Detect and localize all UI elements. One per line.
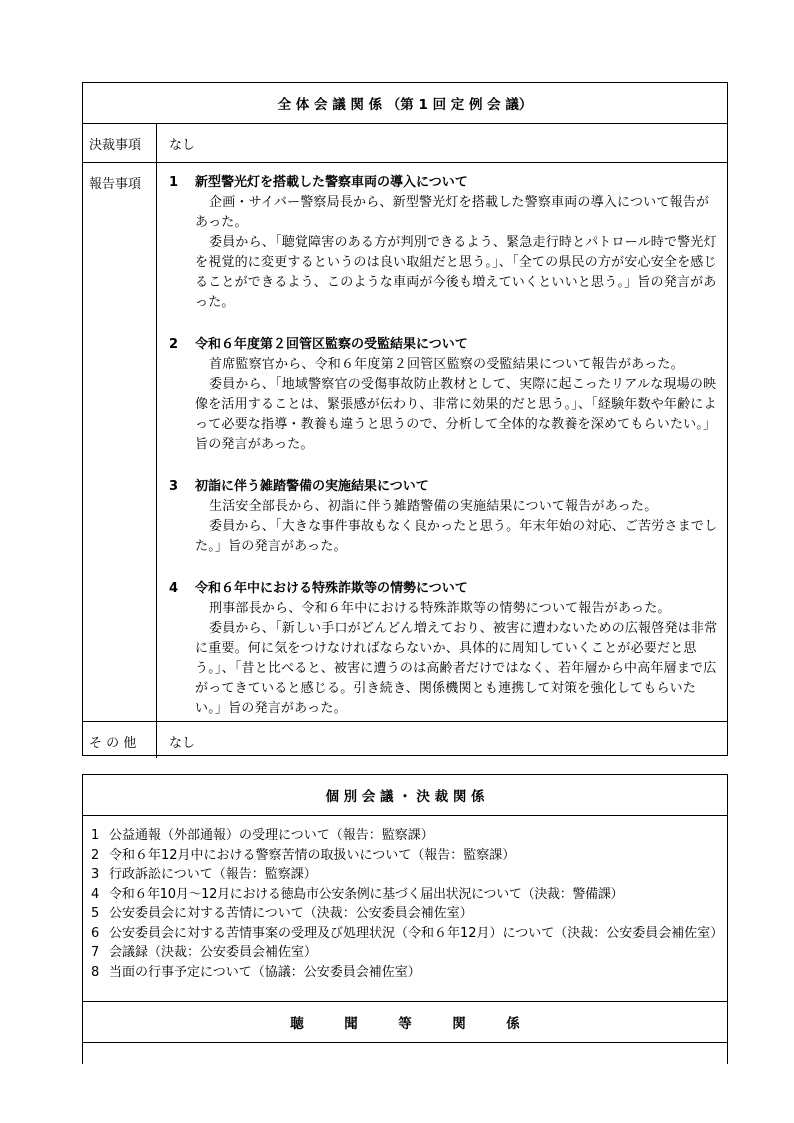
list-item-number: 1	[91, 828, 100, 843]
decision-label: 決裁事項	[83, 124, 157, 162]
decision-value: なし	[169, 138, 196, 153]
list-item-text: 当面の行事予定について（協議：公安委員会補佐室）	[109, 964, 421, 980]
report-paragraph: 委員から、「新しい手口がどんどん増えており、被害に遭わないための広報啓発は非常に重要。何に気をつけなければならないか、具体的に周知していくことが必要だと思う。」、「昔と比べると、被害に遭うのは高齢者だけではなく、若年層から中高年層まで広がってきていると感じる。引き続き、関係機関とも連携して対策を強化してもらいたい。」旨の発言があった。	[195, 621, 718, 716]
list-item	[91, 885, 719, 905]
report-heading	[169, 173, 719, 193]
report-heading	[169, 335, 719, 355]
report-paragraph: 企画・サイバー警察局長から、新型警光灯を搭載した警察車両の導入について報告があった。	[195, 195, 710, 230]
report-item	[169, 477, 719, 557]
report-label: 報告事項	[83, 163, 157, 721]
hearing-title: 聴 聞 等 関 係	[83, 1002, 727, 1043]
report-heading	[169, 477, 719, 497]
decision-row	[83, 124, 727, 163]
list-item	[91, 865, 719, 885]
report-heading	[169, 579, 719, 599]
list-item	[91, 963, 719, 983]
report-paragraph: 委員から、「聴覚障害のある方が判別できるよう、緊急走行時とパトロール時で警光灯を視覚的に変更するというのは良い取組だと思う。」、「全ての県民の方が安心安全を感じることができるよう、このような車両が今後も増えていくといいと思う。」旨の発言があった。	[195, 235, 717, 310]
list-item	[91, 846, 719, 866]
other-label: そ の 他	[83, 722, 157, 758]
list-item-number: 2	[91, 847, 100, 863]
list-item-text: 行政訴訟について（報告：監察課）	[109, 867, 317, 882]
list-item-number: 6	[91, 925, 100, 941]
report-paragraph: 生活安全部長から、初詣に伴う雑踏警備の実施結果について報告があった。	[209, 499, 658, 514]
general-meeting-title: 全 体 会 議 関 係 （第 1 回 定 例 会 議）	[83, 83, 727, 124]
report-heading-text: 新型警光灯を搭載した警察車両の導入について	[195, 175, 468, 190]
list-item	[91, 943, 719, 963]
report-heading-text: 令和６年中における特殊詐欺等の情勢について	[195, 581, 468, 596]
list-item-number: 4	[91, 886, 100, 902]
list-item	[91, 826, 719, 846]
report-paragraph: 刑事部長から、令和６年中における特殊詐欺等の情勢について報告があった。	[209, 601, 671, 616]
report-row	[83, 163, 727, 722]
report-heading-text: 初詣に伴う雑踏警備の実施結果について	[195, 479, 429, 494]
general-meeting-table	[82, 82, 728, 756]
report-item	[169, 335, 719, 455]
list-item-text: 令和６年12月中における警察苦情の取扱いについて（報告：監察課）	[109, 847, 516, 863]
report-number: 1	[169, 175, 179, 190]
report-item	[169, 579, 719, 719]
other-row	[83, 722, 727, 758]
report-paragraph: 首席監察官から、令和６年度第２回管区監察の受監結果について報告があった。	[209, 357, 684, 372]
list-item-text: 公安委員会に対する苦情事案の受理及び処理状況（令和６年12月）について（決裁：公安委員会補佐室）	[109, 925, 724, 941]
report-item	[169, 173, 719, 313]
individual-item-list	[83, 816, 727, 1002]
list-item	[91, 904, 719, 924]
individual-meeting-title: 個 別 会 議 ・ 決 裁 関 係	[83, 775, 727, 816]
report-number: 2	[169, 337, 179, 352]
list-item-number: 3	[91, 867, 100, 882]
report-paragraph: 委員から、「大きな事件事故もなく良かったと思う。年末年始の対応、ご苦労さまでした。」旨の発言があった。	[195, 519, 718, 554]
report-paragraph: 委員から、「地域警察官の受傷事故防止教材として、実際に起こったリアルな現場の映像を活用することは、緊張感が伝わり、非常に効果的だと思う。」、「経験年数や年齢によって必要な指導・教養も違うと思うので、分析して全体的な教養を深めてもらいたい。」旨の発言があった。	[195, 377, 717, 452]
list-item-text: 公安委員会に対する苦情について（決裁：公安委員会補佐室）	[109, 906, 473, 921]
list-item-text: 公益通報（外部通報）の受理について（報告：監察課）	[109, 828, 434, 843]
other-value: なし	[169, 736, 196, 751]
report-number: 4	[169, 581, 179, 596]
list-item-number: 8	[91, 964, 100, 980]
individual-meeting-table	[82, 774, 728, 1064]
list-item	[91, 924, 724, 944]
list-item-number: 7	[91, 945, 100, 960]
list-item-text: 会議録（決裁：公安委員会補佐室）	[109, 945, 318, 960]
list-item-number: 5	[91, 906, 100, 921]
report-content	[157, 163, 727, 721]
report-heading-text: 令和６年度第２回管区監察の受監結果について	[195, 337, 468, 352]
report-number: 3	[169, 479, 179, 494]
list-item-text: 令和６年10月～12月における徳島市公安条例に基づく届出状況について（決裁：警備課）	[109, 886, 624, 902]
